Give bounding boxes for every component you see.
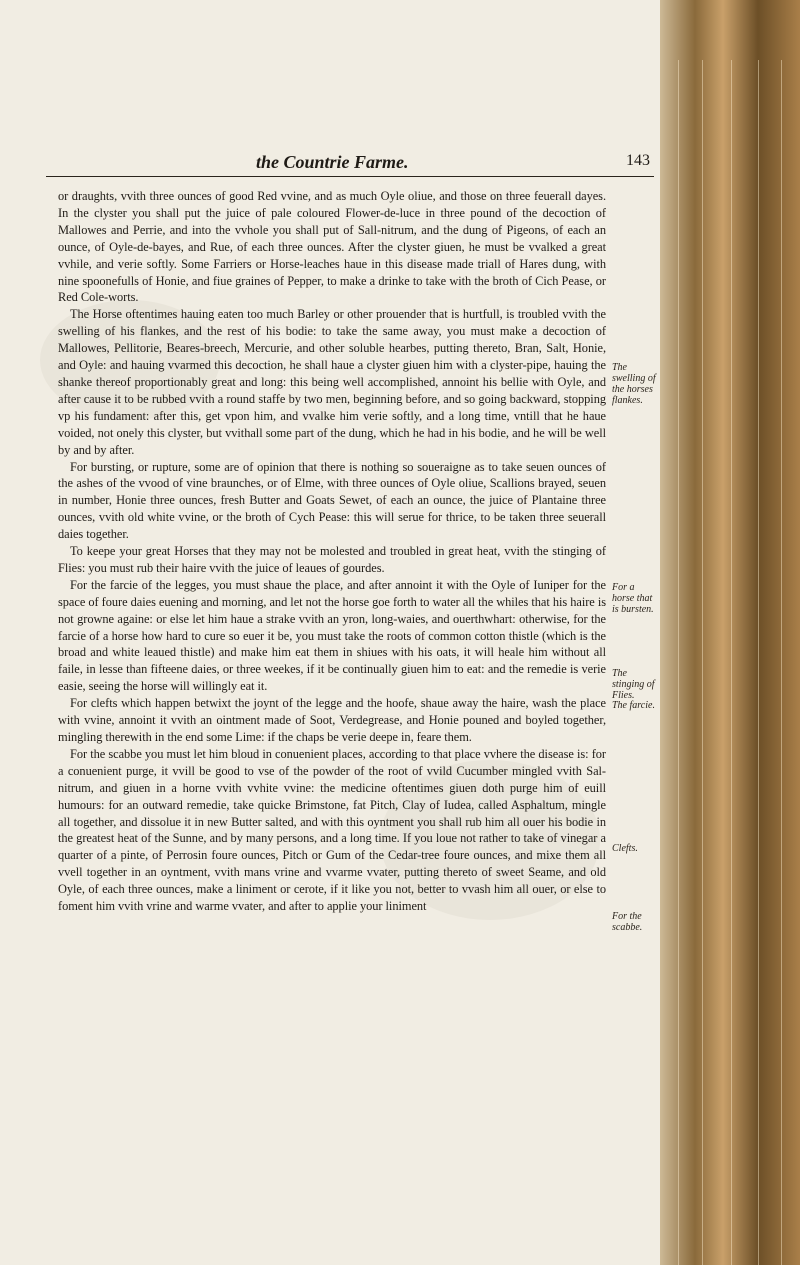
page-number: 143 [626,152,650,169]
gutter-line [731,60,732,1265]
gutter-line [781,60,782,1265]
paragraph: For clefts which happen betwixt the joynt of the legge and the hoofe, shaue away the haire, wash the place with vvine, annoint it vvith an ointment made of Soot, Verdegrease, and Honie pouned and boyled together, mingling therewith in the end some Lime: if the chaps be verie deepe in, feare them. [58,696,606,744]
paragraph: The Horse oftentimes hauing eaten too much Barley or other prouender that is hurtfull, is troubled vvith the swelling of his flankes, and the rest of his bodie: to take the same away, you must make a decoction of Mallowes, Pellitorie, Beares-breech, Mercurie, and other soluble hearbes, putting thereto, Bran, Salt, Honie, and Oyle: and hauing vvarmed this decoction, he shall haue a clyster giuen him with a clyster-pipe, hauing the shanke thereof proportionably great and long: this being well accomplished, annoint his bellie with Oyle, and after cause it to be rubbed vvith a round staffe by two men, beginning before, and so going backward, stopping vp his fundament: after this, get vpon him, and vvalke him verie softly, and a long time, vntill that he haue voided, not onely this clyster, but vvithall some part of the dung, which he had in his bodie, and he will be well by and by after. [58,307,606,457]
paragraph: For bursting, or rupture, some are of opinion that there is nothing so soueraigne as to take seuen ounces of the ashes of the vvood of vine braunches, or of Elme, with three ounces of Oyle oliue, Scallions brayed, seuen in number, Honie three ounces, fresh Butter and Goats Sewet, of each an ounce, the juice of Plantaine three ounces, vvith old white vvine, or the broth of Cych Pease: this will serue for thrice, to be taken three seuerall daies together. [58,459,606,542]
marginal-note: For a horse that is bursten. [612,582,654,615]
gutter-line [702,60,703,1265]
running-title: the Countrie Farme. [256,152,409,172]
page-header [46,152,654,177]
paragraph: or draughts, vvith three ounces of good Red vvine, and as much Oyle oliue, and those on three feuerall dayes. In the clyster you shall put the juice of pale coloured Flower-de-luce in three pound of the decoction of Mallowes and Perrie, and into the vvhole you shall put of Sall-nitrum, and the dung of Pigeons, of each an ounce, of Oyle-de-bayes, and Rue, of each three ounces. After the clyster giuen, he must be vvalked a great vvhile, and verie softly. Some Farriers or Horse-leaches haue in this disease made triall of Hares dung, with nine spoonefulls of Honie, and fiue graines of Pepper, to make a drinke to take with the broth of Cich Pease, or Red Cole-worts. [58,189,606,305]
marginal-note: The swelling of the horses flankes. [612,362,656,406]
marginal-note: The farcie. [612,700,655,711]
body-text [58,188,606,915]
paragraph: For the scabbe you must let him bloud in conuenient places, according to that place vvhere the disease is: for a conuenient purge, it vvill be good to vse of the powder of the root of vvild Cucumber mingled vvith Sal-nitrum, and giuen in a horne vvith vvhite vvine: the medicine oftentimes giuen doth purge him of euill humours: for an outward remedie, take quicke Brimstone, fat Pitch, Clay of Iudea, called Asphaltum, mingle all together, and dissolue it in new Butter salted, and with this oyntment you shall rub him all ouer his bodie in the greatest heat of the Sunne, and by many persons, and a long time. If you loue not rather to take of vinegar a quarter of a pinte, of Perrosin foure ounces, Pitch or Gum of the Cedar-tree foure ounces, and mixe them all vvell together in an oyntment, vvith mans vrine and vvarme vvater, putting thereto of sweet Seame, and old Oyle, of each three ounces, make a liniment or cerote, if it like you not, better to vvash him all ouer, or else to foment him vvith vrine and warme vvater, and after to applie your liniment [58,746,606,914]
marginal-note: The stinging of Flies. [612,668,655,701]
paragraph: For the farcie of the legges, you must shaue the place, and after annoint it with the Oyle of Iuniper for the space of foure daies euening and morning, and let not the horse goe forth to water all the whiles that his haire is not growne againe: or else let him haue a strake vvith an yron, long-waies, and ouerthwhart: otherwise, for the farcie of a horse how hard to cure so euer it be, you must take the roots of common cotton thistle (which is the broad and white leaued thistle) and make him eat them in shiues with his oats, it will heale him without all faile, in lesse than fifteene daies, or three weekes, if it be continually giuen him to eat: and the remedie is verie easie, seeing the horse will willingly eat it. [58,577,606,694]
book-gutter [660,0,800,1265]
marginal-note: Clefts. [612,843,638,854]
paragraph: To keepe your great Horses that they may not be molested and troubled in great heat, vvith the stinging of Flies: you must rub their haire vvith the juice of leaues of gourdes. [58,544,606,575]
gutter-line [678,60,679,1265]
gutter-line [758,60,759,1265]
marginal-note: For the scabbe. [612,911,643,933]
